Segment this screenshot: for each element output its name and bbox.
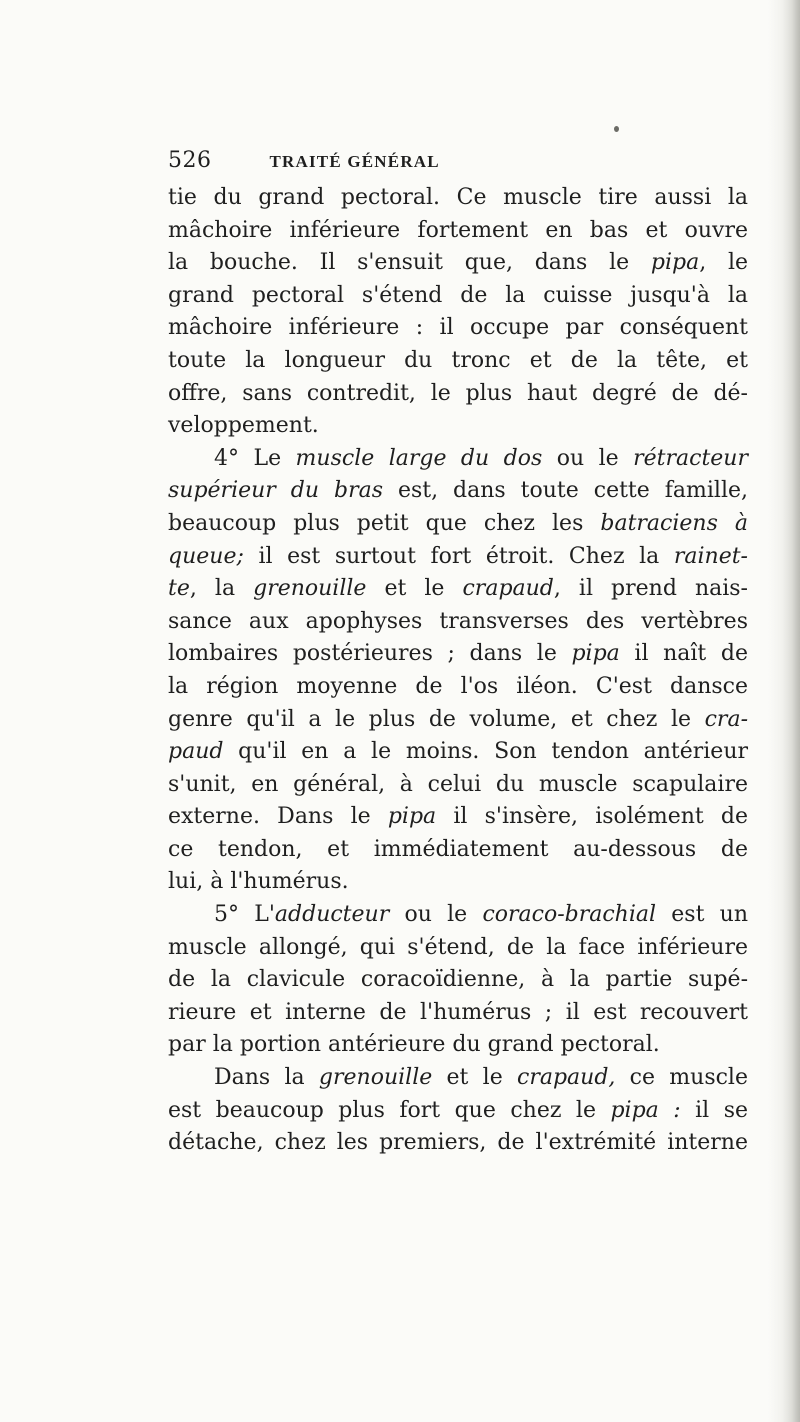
running-head: TRAITÉ GÉNÉRAL xyxy=(269,152,440,171)
italic-term: rainet- xyxy=(673,543,748,569)
text-run: la région moyenne de l'os iléon. C'est dansce xyxy=(168,673,748,699)
italic-term: rétracteur xyxy=(633,445,748,471)
ink-speck xyxy=(614,126,619,132)
text-line xyxy=(168,736,748,769)
italic-term: te xyxy=(168,576,190,602)
text-line xyxy=(168,606,748,639)
text-run: par la portion antérieure du grand pectoral. xyxy=(168,1032,660,1058)
text-run: mâchoire inférieure : il occupe par conséquent xyxy=(168,315,748,341)
text-run: est un xyxy=(656,902,749,928)
text-line xyxy=(168,704,748,737)
text-run: muscle allongé, qui s'étend, de la face inférieure xyxy=(168,934,748,960)
text-line xyxy=(168,378,748,411)
text-run: veloppement. xyxy=(168,413,319,439)
text-run: Dans la xyxy=(214,1065,319,1091)
text-line xyxy=(168,345,748,378)
text-line xyxy=(168,443,748,476)
text-line xyxy=(168,671,748,704)
text-run: grand pectoral s'étend de la cuisse jusqu'à la xyxy=(168,282,748,308)
text-run: lombaires postérieures ; dans le xyxy=(168,641,572,667)
italic-term: coraco-brachial xyxy=(482,902,657,928)
text-run: ce muscle xyxy=(615,1065,748,1091)
text-line xyxy=(168,866,748,899)
italic-term: crapaud, xyxy=(517,1065,616,1091)
text-run: toute la longueur du tronc et de la tête, et xyxy=(168,347,748,373)
text-line xyxy=(168,410,748,443)
text-run: est, dans toute cette famille, xyxy=(383,478,748,504)
italic-term: grenouille xyxy=(318,1065,433,1091)
page-number: 526 xyxy=(168,148,212,173)
italic-term: adducteur xyxy=(274,902,390,928)
text-line xyxy=(168,280,748,313)
italic-term: grenouille xyxy=(253,576,367,602)
italic-term: pipa xyxy=(650,250,700,276)
italic-term: batraciens à xyxy=(600,510,749,536)
text-run: , il prend nais- xyxy=(553,576,748,602)
page-header xyxy=(168,148,608,178)
text-run: de la clavicule coracoïdienne, à la partie supé- xyxy=(168,967,748,993)
text-run: il est surtout fort étroit. Chez la xyxy=(243,543,674,569)
text-line xyxy=(168,508,748,541)
text-line xyxy=(168,1095,748,1128)
text-run: 4° Le xyxy=(214,445,296,471)
text-line xyxy=(168,215,748,248)
text-line xyxy=(168,573,748,606)
page-edge-shadow xyxy=(782,0,800,1422)
italic-term: cra- xyxy=(704,706,748,732)
text-line xyxy=(168,834,748,867)
text-line xyxy=(168,769,748,802)
text-line xyxy=(168,899,748,932)
italic-term: crapaud xyxy=(462,576,554,602)
italic-term: pipa xyxy=(387,804,437,830)
text-run: lui, à l'humérus. xyxy=(168,869,349,895)
text-line xyxy=(168,1029,748,1062)
text-run: sance aux apophyses transverses des vertèbres xyxy=(168,608,748,634)
text-line xyxy=(168,964,748,997)
text-run: rieure et interne de l'humérus ; il est recouvert xyxy=(168,999,748,1025)
text-run: ou le xyxy=(389,902,483,928)
italic-term: queue; xyxy=(168,543,244,569)
text-run: il naît de xyxy=(619,641,748,667)
text-run: la bouche. Il s'ensuit que, dans le xyxy=(168,250,651,276)
italic-term: paud xyxy=(168,739,224,765)
text-line xyxy=(168,801,748,834)
text-run: offre, sans contredit, le plus haut degré de dé- xyxy=(168,380,748,406)
text-run: externe. Dans le xyxy=(168,804,388,830)
text-run: , la xyxy=(189,576,254,602)
text-run: ce tendon, et immédiatement au-dessous de xyxy=(168,836,748,862)
text-run: s'unit, en général, à celui du muscle scapulaire xyxy=(168,771,748,797)
text-line xyxy=(168,997,748,1030)
body-text xyxy=(168,182,748,1160)
text-line xyxy=(168,1062,748,1095)
text-line xyxy=(168,247,748,280)
text-run: est beaucoup plus fort que chez le xyxy=(168,1097,611,1123)
text-line xyxy=(168,312,748,345)
text-run: il se xyxy=(680,1097,749,1123)
text-run: , le xyxy=(699,250,749,276)
text-run: genre qu'il a le plus de volume, et chez le xyxy=(168,706,705,732)
text-run: qu'il en a le moins. Son tendon antérieur xyxy=(223,739,748,765)
italic-term: supérieur du bras xyxy=(168,478,383,504)
text-run: ou le xyxy=(542,445,634,471)
text-run: il s'insère, isolément de xyxy=(436,804,749,830)
italic-term: muscle large du dos xyxy=(295,445,543,471)
text-line xyxy=(168,182,748,215)
text-run: mâchoire inférieure fortement en bas et ouvre xyxy=(168,217,748,243)
italic-term: pipa xyxy=(571,641,620,667)
text-run: et le xyxy=(432,1065,517,1091)
text-line xyxy=(168,475,748,508)
text-run: tie du grand pectoral. Ce muscle tire aussi la xyxy=(168,185,748,210)
text-run: 5° L' xyxy=(214,902,275,928)
text-line xyxy=(168,932,748,965)
italic-term: pipa : xyxy=(610,1097,681,1123)
text-line xyxy=(168,541,748,574)
text-run: détache, chez les premiers, de l'extrémité interne xyxy=(168,1130,748,1156)
text-line xyxy=(168,1127,748,1160)
text-run: beaucoup plus petit que chez les xyxy=(168,510,601,536)
text-line xyxy=(168,638,748,671)
text-run: et le xyxy=(366,576,463,602)
